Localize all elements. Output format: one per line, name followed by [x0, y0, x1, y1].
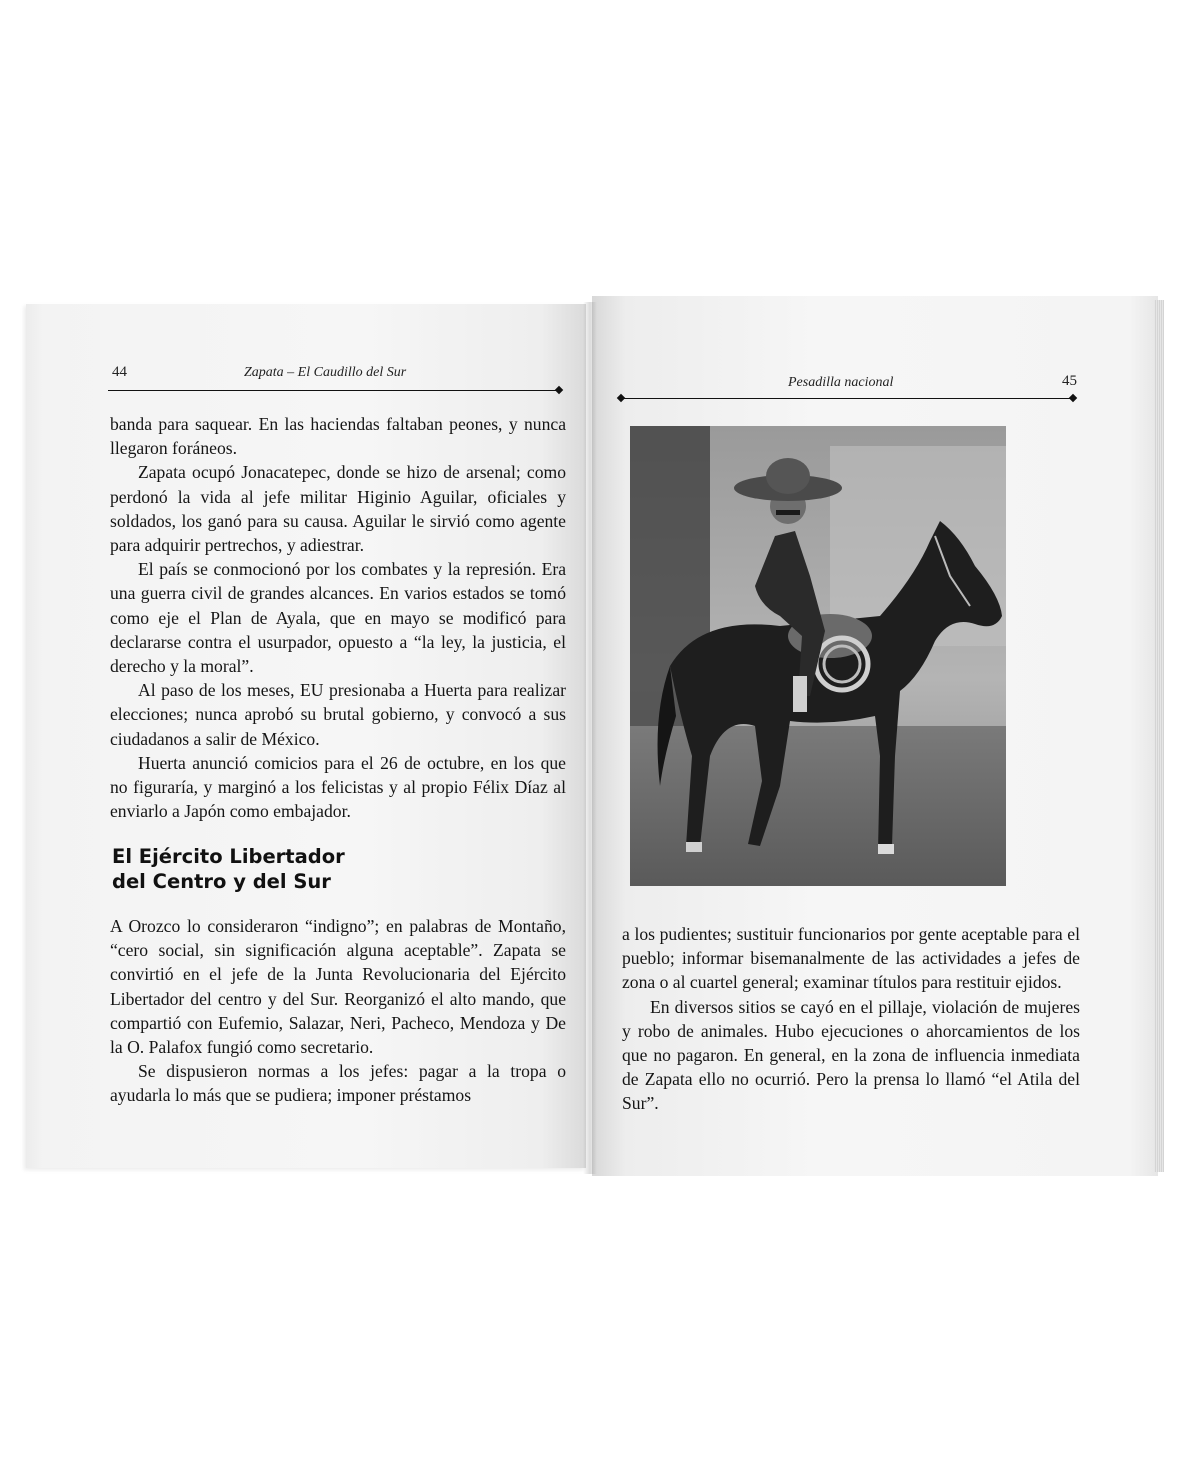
- photo-horseman: [630, 426, 1006, 886]
- paragraph: Se dispusieron normas a los jefes: pagar a la tropa o ayudarla lo más que se pudiera; imponer préstamos: [110, 1061, 566, 1106]
- paragraph: El país se conmocionó por los combates y la represión. Era una guerra civil de grandes alcances. En varios estados se tomó como eje el Plan de Ayala, que en mayo se modificó para declararse contra el usurpador, opuesto a “la ley, la justicia, el derecho y la moral”.: [110, 559, 566, 677]
- horseman-photo-icon: [630, 426, 1006, 886]
- right-text: [622, 922, 1080, 1116]
- left-header-rule: [108, 390, 560, 391]
- paragraph: Huerta anunció comicios para el 26 de octubre, en los que no figuraría, y marginó a los felicistas y al propio Félix Díaz al enviarlo a Japón como embajador.: [110, 752, 566, 822]
- right-header-rule: [622, 398, 1074, 399]
- page-edges: [1154, 300, 1164, 1172]
- left-text-top: [110, 412, 566, 823]
- paragraph: a los pudientes; sustituir funcionarios por gente aceptable para el pueblo; informar bisemanalmente de las actividades a jefes de zona o al cuartel general; examinar títulos para restituir ejidos.: [622, 924, 1080, 993]
- left-running-head: Zapata – El Caudillo del Sur: [244, 365, 407, 380]
- right-running-head: Pesadilla nacional: [788, 375, 894, 390]
- left-text-bottom: [110, 914, 566, 1108]
- section-heading: [112, 844, 412, 894]
- paragraph: En diversos sitios se cayó en el pillaje, violación de mujeres y robo de animales. Hubo ejecuciones o ahorcamientos de los que no pagaron. En general, en la zona de influencia inmediata de Zapata ello no ocurrió. Pero la prensa lo llamó “el Atila del Sur”.: [622, 996, 1080, 1114]
- paragraph: banda para saquear. En las haciendas faltaban peones, y nunca llegaron foráneos.: [110, 414, 566, 459]
- paragraph: Al paso de los meses, EU presionaba a Huerta para realizar elecciones; nunca aprobó su brutal gobierno, y convocó a sus ciudadanos a salir de México.: [110, 680, 566, 749]
- right-page-number: 45: [1062, 373, 1077, 389]
- paragraph: A Orozco lo consideraron “indigno”; en palabras de Montaño, “cero social, sin significación alguna aceptable”. Zapata se convirtió en el jefe de la Junta Revolucionaria del Ejército Libertador del centro y del Sur. Reorganizó el alto mando, que compartió con Eufemio, Salazar, Neri, Pacheco, Mendoza y De la O. Palafox fungió como secretario.: [110, 916, 566, 1058]
- left-page-number: 44: [112, 364, 127, 380]
- paragraph: Zapata ocupó Jonacatepec, donde se hizo de arsenal; como perdonó la vida al jefe militar Higinio Aguilar, oficiales y soldados, los ganó para su causa. Aguilar le sirvió como agente para adquirir pertrechos, y adiestrar.: [110, 462, 566, 556]
- book-gutter: [583, 302, 597, 1174]
- section-heading-line: del Centro y del Sur: [112, 870, 331, 893]
- section-heading-line: El Ejército Libertador: [112, 845, 345, 868]
